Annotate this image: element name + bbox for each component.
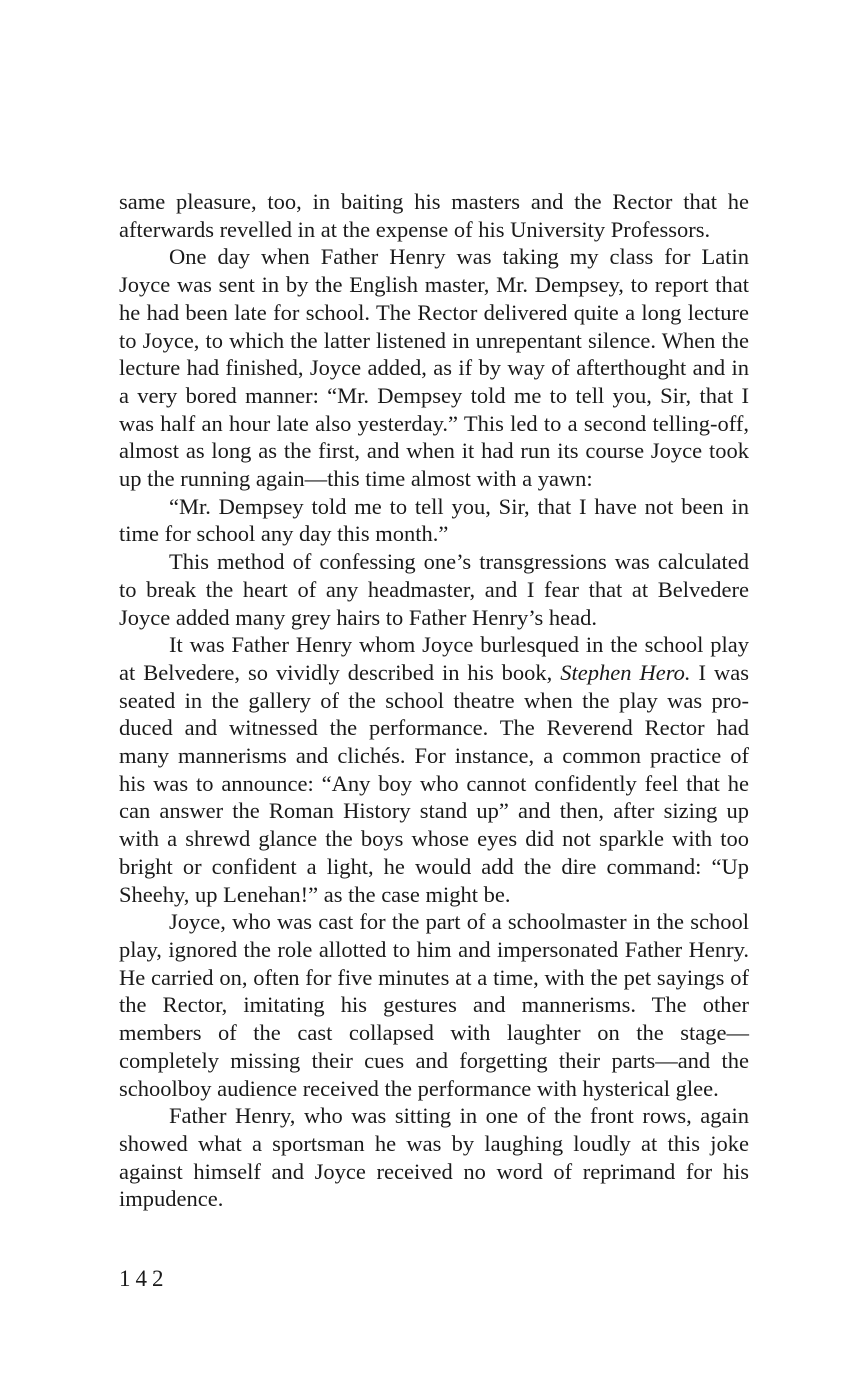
paragraph-latin-class: One day when Father Henry was taking my class for Latin Joyce was sent in by the English master, Mr. Dempsey, to report that he had been late for school. The Rector delivered quite a long lecture to Joyce, to which the latter listened in unrepentant silence. When the lecture had finished, Joyce added, as if by way of afterthought and in a very bored manner: “Mr. Dempsey told me to tell you, Sir, that I was half an hour late also yesterday.” This led to a second telling-off, almost as long as the first, and when it had run its course Joyce took up the running again—this time almost with a yawn: <box>119 244 749 492</box>
paragraph-impersonation: Joyce, who was cast for the part of a schoolmaster in the school play, ignored the role allotted to him and impersonated Father Henry. He carried on, often for five minutes at a time, with the pet sayings of the Rector, imitating his gestures and mannerisms. The other members of the cast collapsed with laughter on the stage— completely missing their cues and forgetting their parts—and the schoolboy audience received the performance with hysterical glee. <box>119 909 749 1101</box>
paragraph-sportsman: Father Henry, who was sitting in one of the front rows, again showed what a sportsman he was by laughing loudly at this joke against himself and Joyce received no word of reprimand for his impudence. <box>119 1103 749 1212</box>
paragraph-school-play-text-1: It was Father Henry whom Joyce burlesqued in the school play at Belvedere, so vividly described in his book, <box>119 632 749 685</box>
page-number: 142 <box>119 1266 169 1291</box>
paragraph-confessing: This method of confessing one’s transgressions was calculated to break the heart of any headmaster, and I fear that at Belvedere Joyce added many grey hairs to Father Henry’s head. <box>119 549 749 630</box>
paragraph-school-play <box>119 631 749 908</box>
book-title-italic: Stephen Hero. <box>560 659 691 685</box>
paragraph-dempsey-quote: “Mr. Dempsey told me to tell you, Sir, that I have not been in time for school any day this month.” <box>119 493 749 547</box>
body-text <box>119 188 749 1213</box>
paragraph-continuation: same pleasure, too, in baiting his masters and the Rector that he afterwards revelled in at the expense of his University Professors. <box>119 189 749 242</box>
paragraph-school-play-text-2: I was seated in the gallery of the school theatre when the play was produced and witnessed the performance. The Reverend Rector had many mannerisms and clichés. For instance, a common practice of his was to announce: “Any boy who cannot confidently feel that he can answer the Roman History stand up” and then, after sizing up with a shrewd glance the boys whose eyes did not sparkle with too bright or confident a light, he would add the dire command: “Up Sheehy, up Lenehan!” as the case might be. <box>119 659 749 907</box>
